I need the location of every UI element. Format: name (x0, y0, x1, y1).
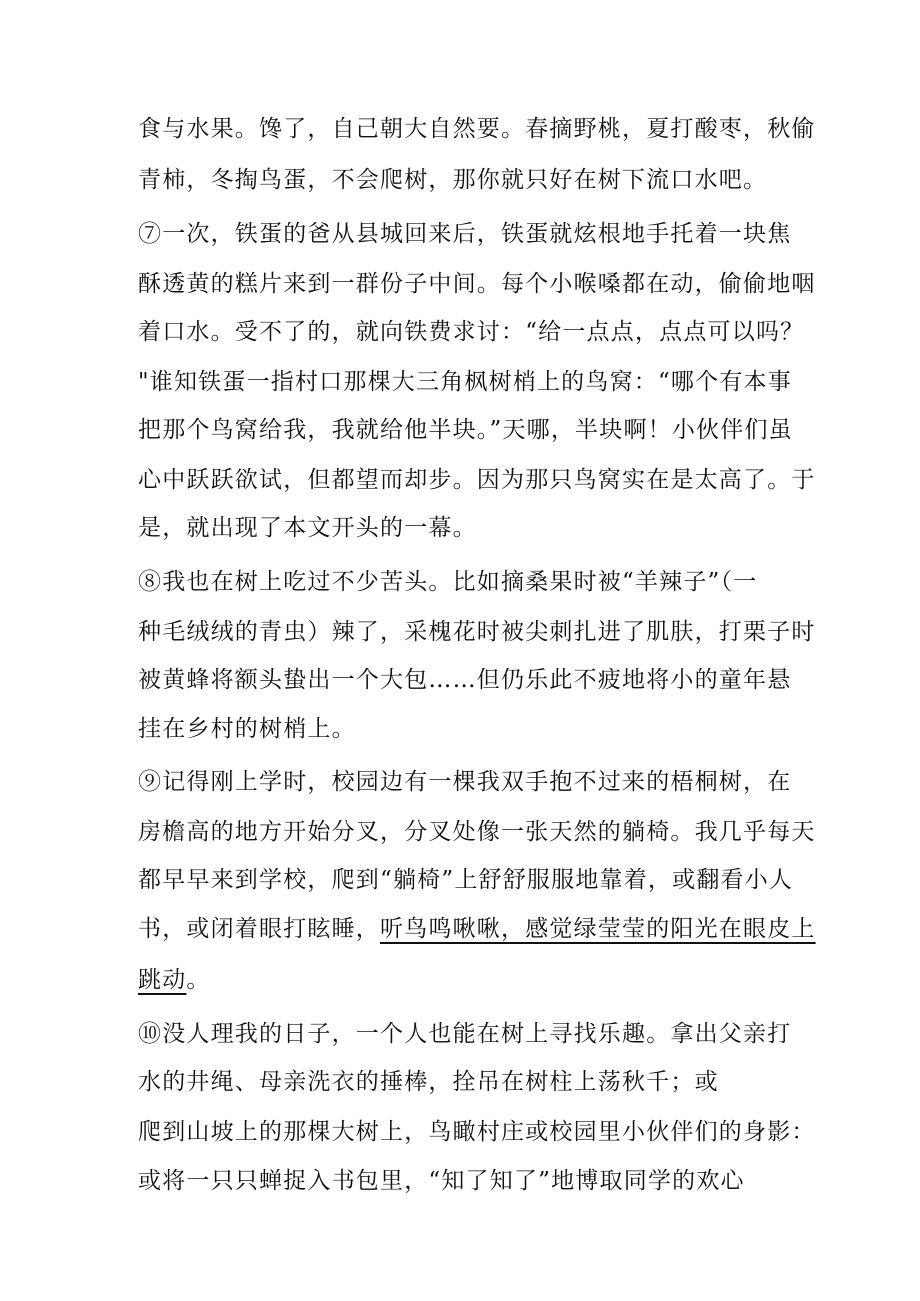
text-line: 种毛绒绒的青虫）辣了，采槐花时被尖刺扎进了肌肤，打栗子时 (138, 619, 816, 645)
text-line (138, 958, 211, 1002)
text-line: 房檐高的地方开始分叉，分叉处像一张天然的躺椅。我几乎每天 (138, 819, 816, 845)
text-line: 心中跃跃欲试，但都望而却步。因为那只鸟窝实在是太高了。于 (138, 467, 816, 493)
text-line: 被黄蜂将额头蛰出一个大包……但仍乐此不疲地将小的童年悬 (138, 667, 792, 693)
text-line: ⑦一次，铁蛋的爸从县城回来后，铁蛋就炫根地手托着一块焦 (138, 221, 792, 247)
text-line: "谁知铁蛋一指村口那棵大三角枫树梢上的鸟窝：“哪个有本事 (138, 369, 792, 395)
text-line: 食与水果。馋了，自己朝大自然要。春摘野桃，夏打酸枣，秋偷 (138, 116, 816, 142)
text-line: 青柿，冬掏鸟蛋，不会爬树，那你就只好在树下流口水吧。 (138, 167, 768, 193)
text-line: 把那个鸟窝给我，我就给他半块。”天哪，半块啊！小伙伴们虽 (138, 417, 793, 443)
text-line (138, 907, 816, 951)
text-line: 爬到山坡上的那棵大树上，鸟瞰村庄或校园里小伙伴们的身影： (138, 1119, 816, 1145)
text-line: 挂在乡村的树梢上。 (138, 716, 356, 742)
text-line: ⑧我也在树上吃过不少苦头。比如摘桑果时被“羊辣子”（一 (138, 569, 758, 595)
text-segment: 。 (186, 967, 211, 993)
text-line: 或将一只只蝉捉入书包里，“知了知了”地博取同学的欢心 (138, 1168, 745, 1194)
underlined-sentence-continued: 跳动 (138, 967, 187, 993)
text-segment: 书，或闭着眼打眩睡， (138, 916, 380, 942)
underlined-sentence: 听鸟鸣啾啾，感觉绿莹莹的阳光在眼皮上 (380, 916, 816, 942)
text-line: ⑩没人理我的日子，一个人也能在树上寻找乐趣。拿出父亲打 (138, 1021, 792, 1047)
text-line: 都早早来到学校，爬到“躺椅”上舒舒服服地靠着，或翻看小人 (138, 867, 794, 893)
text-line: 酥透黄的糕片来到一群份子中间。每个小喉嗓都在动，偷偷地咽 (138, 271, 816, 297)
text-line: 是，就出现了本文开头的一幕。 (138, 515, 477, 541)
text-line: 着口水。受不了的，就向铁费求讨：“给一点点，点点可以吗？ (138, 319, 805, 345)
text-line: ⑨记得刚上学时，校园边有一棵我双手抱不过来的梧桐树，在 (138, 769, 792, 795)
text-line: 水的井绳、母亲洗衣的捶棒，拴吊在树柱上荡秋千；或 (138, 1069, 719, 1095)
